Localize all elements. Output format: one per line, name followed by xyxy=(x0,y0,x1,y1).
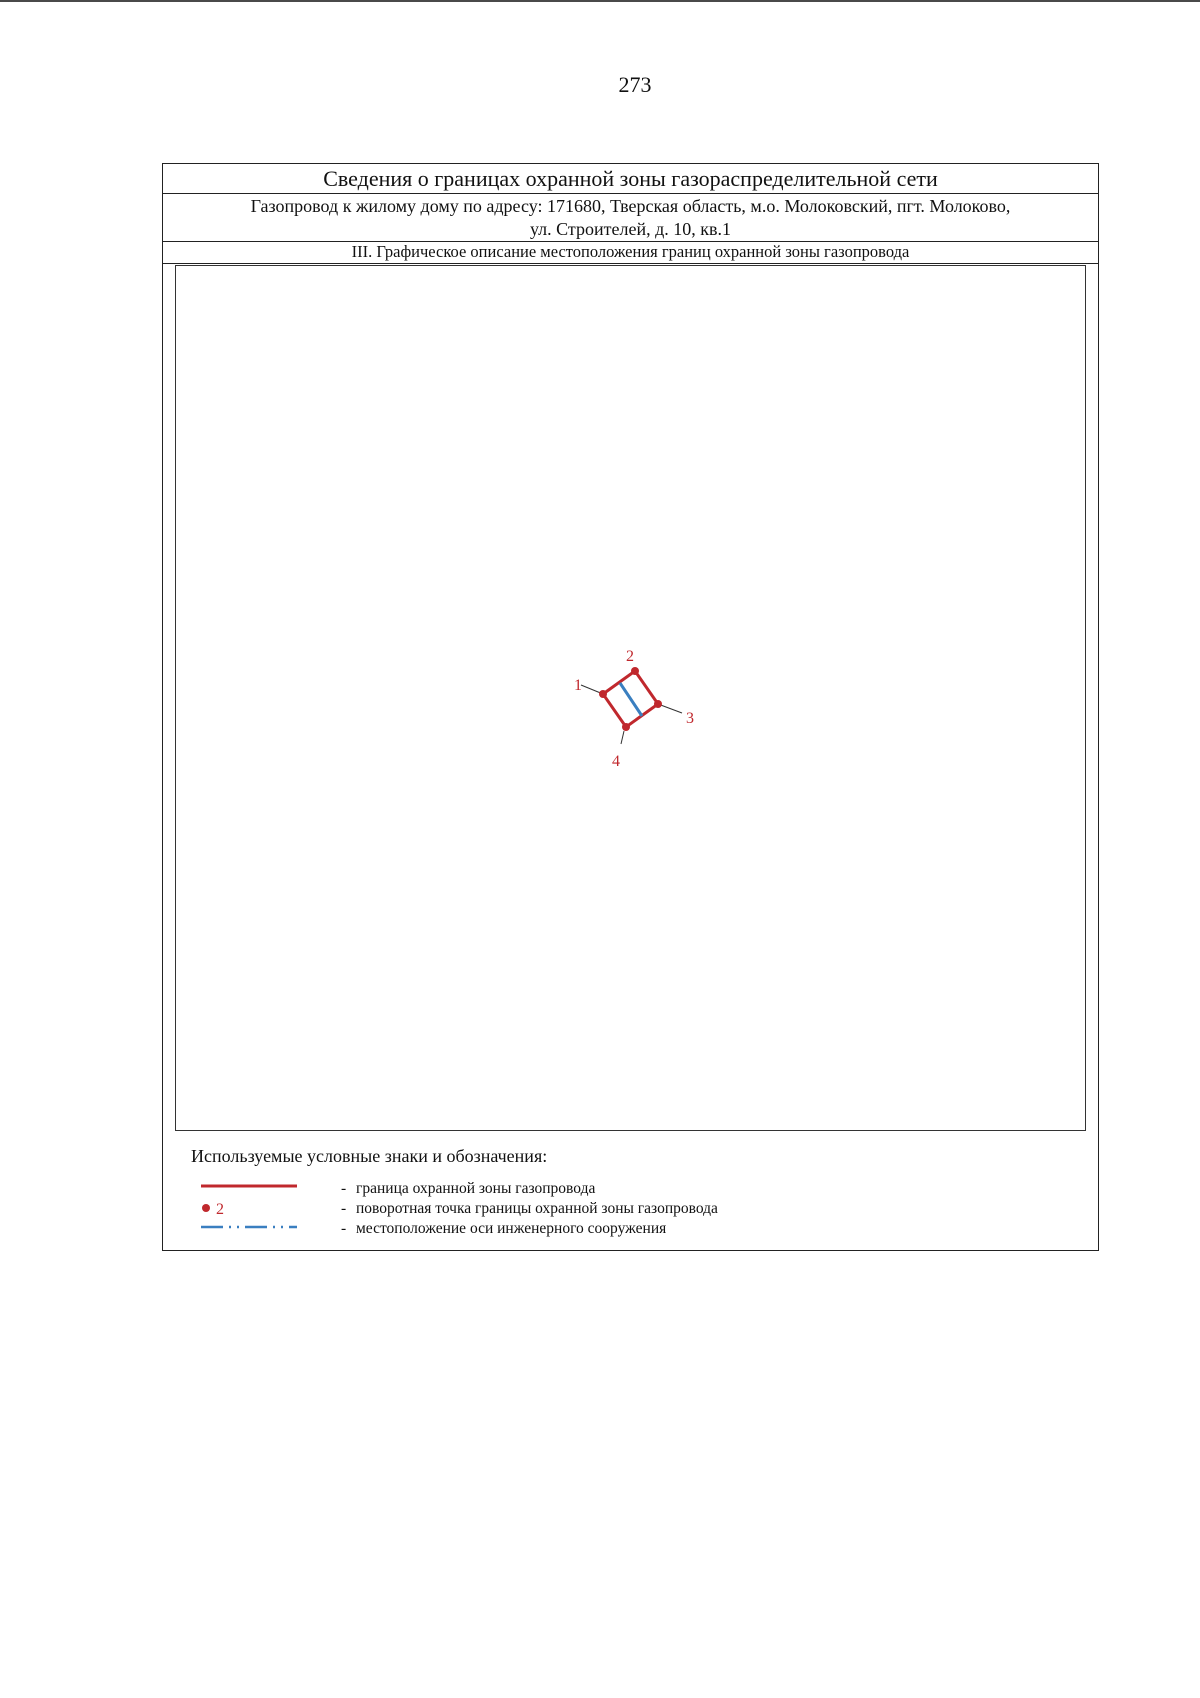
red-line-symbol-icon xyxy=(199,1179,299,1199)
turning-point-3 xyxy=(654,700,662,708)
leader-line-4 xyxy=(621,731,624,744)
legend-text-axis: местоположение оси инженерного сооружения xyxy=(356,1220,667,1237)
zone-boundary-map xyxy=(176,266,1085,1130)
point-label-2: 2 xyxy=(626,648,634,665)
page-number: 273 xyxy=(618,72,652,97)
legend-point-label: 2 xyxy=(216,1201,224,1218)
page-top-edge xyxy=(0,0,1200,2)
point-label-1: 1 xyxy=(574,677,582,694)
legend-item-axis xyxy=(163,1219,1098,1239)
legend-dash: - xyxy=(341,1220,347,1237)
point-label-4: 4 xyxy=(612,753,620,770)
turning-point-2 xyxy=(631,667,639,675)
red-point-symbol-icon xyxy=(199,1199,299,1219)
map-frame xyxy=(175,265,1086,1131)
legend-text-turning-point: поворотная точка границы охранной зоны газопровода xyxy=(356,1200,718,1217)
blue-dash-dot-line-symbol-icon xyxy=(199,1219,299,1239)
legend-dash: - xyxy=(341,1180,347,1197)
legend-item-turning-point xyxy=(163,1199,1098,1219)
legend-item-boundary xyxy=(163,1179,1098,1199)
document-sheet xyxy=(162,163,1099,1251)
legend-title: Используемые условные знаки и обозначения: xyxy=(191,1146,548,1166)
document-title: Сведения о границах охранной зоны газораспределительной сети xyxy=(163,164,1098,194)
turning-point-4 xyxy=(622,723,630,731)
pipeline-axis-line xyxy=(620,683,642,716)
section-title: III. Графическое описание местоположения границ охранной зоны газопровода xyxy=(163,242,1098,264)
subtitle-line-1: Газопровод к жилому дому по адресу: 171680, Тверская область, м.о. Молоковский, пгт. Молоково, xyxy=(250,196,1011,216)
document-subtitle xyxy=(163,194,1098,242)
legend-dash: - xyxy=(341,1200,347,1217)
legend-text-boundary: граница охранной зоны газопровода xyxy=(356,1180,596,1197)
turning-point-1 xyxy=(599,690,607,698)
point-label-3: 3 xyxy=(686,710,694,727)
subtitle-line-2: ул. Строителей, д. 10, кв.1 xyxy=(529,219,732,239)
